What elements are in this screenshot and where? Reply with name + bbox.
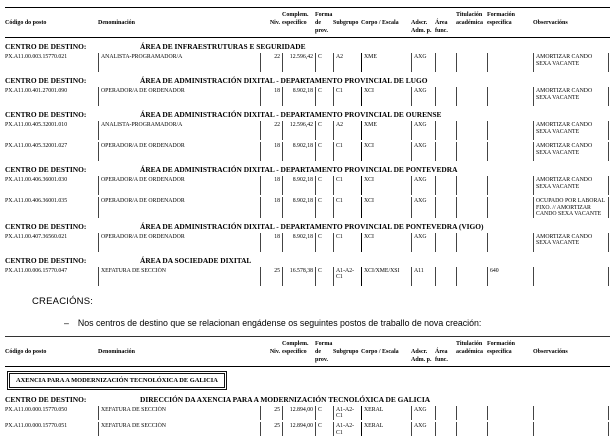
cell-denominacion: ANALISTA-PROGRAMADOR/A — [98, 121, 260, 140]
cell-niv: 18 — [260, 233, 282, 252]
centro-name: ÁREA DE ADMINISTRACIÓN DIXITAL - DEPARTAMENTO PROVINCIAL DE OURENSE — [140, 110, 442, 119]
table-row — [5, 121, 610, 140]
cell-adscr: AXG — [411, 53, 435, 72]
table-row — [5, 176, 610, 195]
centro-name: ÁREA DE INFRAESTRUTURAS E SEGURIDADE — [140, 42, 306, 51]
cell-titulacion — [456, 267, 487, 286]
cell-adscr: AXG — [411, 87, 435, 106]
centro-name: ÁREA DE ADMINISTRACIÓN DIXITAL - DEPARTAMENTO PROVINCIAL DE LUGO — [140, 76, 428, 85]
cell-complem: 12.894,00 — [282, 422, 315, 436]
cell-area-func — [435, 87, 456, 106]
cell-observacions — [533, 406, 609, 420]
cell-titulacion — [456, 422, 487, 436]
cell-subgrupo: A1-A2-C1 — [333, 406, 361, 420]
cell-subgrupo: A2 — [333, 53, 361, 72]
cell-formacion — [487, 87, 533, 106]
cell-denominacion: OPERADOR/A DE ORDENADOR — [98, 197, 260, 218]
table-row — [5, 406, 610, 420]
header-codigo: Código do posto — [5, 20, 47, 26]
centro-name: ÁREA DE ADMINISTRACIÓN DIXITAL - DEPARTAMENTO PROVINCIAL DE PONTEVEDRA (VIGO) — [140, 221, 484, 231]
cell-corpo: XCI — [361, 176, 411, 195]
cell-formacion — [487, 422, 533, 436]
cell-area-func — [435, 406, 456, 420]
cell-codigo: PX.A11.00.000.15770.051 — [5, 422, 68, 429]
cell-observacions — [533, 267, 609, 286]
cell-forma: C — [315, 87, 333, 106]
cell-denominacion: OPERADOR/A DE ORDENADOR — [98, 142, 260, 161]
centro-label: CENTRO DE DESTINO: — [5, 255, 87, 265]
cell-forma: C — [315, 197, 333, 218]
cell-denominacion: ANALISTA-PROGRAMADOR/A — [98, 53, 260, 72]
header-corpo: Corpo / Escala — [361, 348, 399, 355]
header-forma: Forma de prov. — [315, 12, 333, 34]
cell-complem: 12.894,00 — [282, 406, 315, 420]
cell-subgrupo: C1 — [333, 176, 361, 195]
table-row — [5, 422, 610, 436]
header-adscr: Adscr. Adm. p. — [411, 20, 432, 34]
centro-label: CENTRO DE DESTINO: — [5, 76, 87, 85]
cell-forma: C — [315, 406, 333, 420]
top-rule — [5, 7, 610, 8]
agency-title-box: AXENCIA PARA A MODERNIZACIÓN TECNOLÓXICA DE GALICIA — [9, 373, 225, 388]
cell-formacion: 640 — [487, 267, 533, 286]
centro-destino — [5, 110, 610, 119]
cell-niv: 25 — [260, 422, 282, 436]
header-observacions: Observacións — [533, 20, 568, 26]
cell-observacions: AMORTIZAR CANDO SEXA VACANTE — [533, 233, 609, 252]
centro-destino — [5, 395, 610, 404]
cell-corpo: XCI — [361, 142, 411, 161]
cell-codigo: PX.A11.00.003.15770.021 — [5, 54, 68, 60]
header-niv: Niv. — [269, 20, 280, 26]
creacions-block — [32, 296, 610, 328]
cell-forma: C — [315, 233, 333, 252]
cell-niv: 18 — [260, 176, 282, 195]
centro-name: ÁREA DE ADMINISTRACIÓN DIXITAL - DEPARTAMENTO PROVINCIAL DE PONTEVEDRA — [140, 165, 458, 174]
table-row — [5, 142, 610, 161]
cell-formacion — [487, 197, 533, 218]
bullet-text: Nos centros de destino que se relacionan engádense os seguintes postos de traballo de nova creación: — [77, 317, 482, 328]
cell-niv: 18 — [260, 87, 282, 106]
table-row — [5, 197, 610, 218]
cell-observacions — [533, 422, 609, 436]
cell-area-func — [435, 267, 456, 286]
cell-adscr: AXG — [411, 197, 435, 218]
cell-titulacion — [456, 406, 487, 420]
cell-adscr: AXG — [411, 142, 435, 161]
header-niv: Niv. — [269, 348, 280, 355]
centro-destino — [5, 165, 610, 174]
cell-codigo: PX.A11.00.006.15770.047 — [5, 267, 68, 274]
header-area-func: Área func. — [435, 20, 448, 34]
cell-area-func — [435, 422, 456, 436]
cell-complem: 8.902,18 — [282, 142, 315, 161]
header-denominacion: Denominación — [98, 348, 136, 355]
cell-corpo: XERAL — [361, 406, 411, 420]
cell-corpo: XERAL — [361, 422, 411, 436]
cell-codigo: PX.A11.00.405.32001.027 — [5, 143, 68, 149]
table-row — [5, 87, 610, 106]
cell-area-func — [435, 233, 456, 252]
cell-observacions: AMORTIZAR CANDO SEXA VACANTE — [533, 53, 609, 72]
centro-label: CENTRO DE DESTINO: — [5, 42, 87, 51]
cell-complem: 8.902,18 — [282, 87, 315, 106]
header-corpo: Corpo / Escala — [361, 20, 399, 26]
creacions-bullet — [64, 318, 610, 328]
bullet-dash: – — [64, 317, 69, 328]
table-row — [5, 53, 610, 72]
cell-corpo: XME — [361, 121, 411, 140]
cell-subgrupo: A2 — [333, 121, 361, 140]
header-formacion: Formación específica — [487, 340, 515, 355]
cell-denominacion: XEFATURA DE SECCIÓN — [98, 267, 260, 286]
cell-denominacion: XEFATURA DE SECCIÓN — [98, 422, 260, 436]
header-complem: Complem. específico — [282, 12, 309, 26]
cell-codigo: PX.A11.00.406.36001.035 — [5, 198, 68, 204]
cell-denominacion: XEFATURA DE SECCIÓN — [98, 406, 260, 420]
cell-subgrupo: A1-A2-C1 — [333, 267, 361, 286]
cell-codigo: PX.A11.00.405.32001.010 — [5, 122, 68, 128]
cell-titulacion — [456, 176, 487, 195]
cell-complem: 12.596,42 — [282, 121, 315, 140]
cell-observacions: OCUPADO POR LABORAL FIXO. // AMORTIZAR CANDO SEXA VACANTE — [533, 197, 609, 218]
cell-adscr: AXG — [411, 422, 435, 436]
cell-niv: 18 — [260, 197, 282, 218]
cell-denominacion: OPERADOR/A DE ORDENADOR — [98, 176, 260, 195]
cell-formacion — [487, 233, 533, 252]
cell-subgrupo: C1 — [333, 87, 361, 106]
cell-corpo: XCI/XME/XSI — [361, 267, 411, 286]
centro-destino — [5, 76, 610, 85]
cell-complem: 16.578,38 — [282, 267, 315, 286]
cell-subgrupo: C1 — [333, 142, 361, 161]
cell-area-func — [435, 176, 456, 195]
cell-observacions: AMORTIZAR CANDO SEXA VACANTE — [533, 142, 609, 161]
cell-denominacion: OPERADOR/A DE ORDENADOR — [98, 233, 260, 252]
header-observacions: Observacións — [533, 348, 568, 355]
header-area-func: Área func. — [435, 348, 448, 363]
header-codigo: Código do posto — [5, 348, 47, 355]
cell-titulacion — [456, 197, 487, 218]
cell-subgrupo: C1 — [333, 197, 361, 218]
cell-denominacion: OPERADOR/A DE ORDENADOR — [98, 87, 260, 106]
header-denominacion: Denominación — [98, 20, 136, 26]
header-titulacion: Titulación académica — [456, 12, 483, 26]
cell-titulacion — [456, 233, 487, 252]
cell-area-func — [435, 121, 456, 140]
cell-observacions: AMORTIZAR CANDO SEXA VACANTE — [533, 87, 609, 106]
header-formacion: Formación específica — [487, 12, 515, 26]
header-complem: Complem. específico — [282, 340, 309, 355]
header-rule — [5, 37, 610, 38]
cell-adscr: AXG — [411, 121, 435, 140]
cell-adscr: AXG — [411, 233, 435, 252]
cell-forma: C — [315, 142, 333, 161]
cell-corpo: XCI — [361, 197, 411, 218]
centro-destino — [5, 256, 610, 265]
header-subgrupo: Subgrupo — [333, 20, 359, 26]
cell-forma: C — [315, 53, 333, 72]
cell-observacions: AMORTIZAR CANDO SEXA VACANTE — [533, 121, 609, 140]
cell-adscr: A11 — [411, 267, 435, 286]
cell-adscr: AXG — [411, 176, 435, 195]
cell-niv: 22 — [260, 53, 282, 72]
cell-area-func — [435, 197, 456, 218]
cell-subgrupo: C1 — [333, 233, 361, 252]
header-subgrupo: Subgrupo — [333, 348, 359, 355]
cell-subgrupo: A1-A2-C1 — [333, 422, 361, 436]
cell-formacion — [487, 176, 533, 195]
centro-label: CENTRO DE DESTINO: — [5, 165, 87, 174]
creacions-title: CREACIÓNS: — [32, 295, 94, 307]
cell-titulacion — [456, 87, 487, 106]
cell-adscr: AXG — [411, 406, 435, 420]
cell-codigo: PX.A11.00.000.15770.050 — [5, 406, 68, 413]
cell-observacions: AMORTIZAR CANDO SEXA VACANTE — [533, 176, 609, 195]
cell-corpo: XCI — [361, 233, 411, 252]
centro-name: DIRECCIÓN DA AXENCIA PARA A MODERNIZACIÓN TECNOLÓXICA DE GALICIA — [140, 394, 431, 404]
cell-niv: 18 — [260, 142, 282, 161]
table-row — [5, 233, 610, 252]
centro-name: ÁREA DA SOCIEDADE DIXITAL — [140, 255, 252, 265]
cell-corpo: XME — [361, 53, 411, 72]
table-row — [5, 267, 610, 286]
cell-niv: 22 — [260, 121, 282, 140]
centro-label: CENTRO DE DESTINO: — [5, 221, 87, 231]
header-titulacion: Titulación académica — [456, 340, 483, 355]
centro-label: CENTRO DE DESTINO: — [5, 110, 87, 119]
cell-formacion — [487, 406, 533, 420]
header-adscr: Adscr. Adm. p. — [411, 348, 432, 363]
cell-complem: 8.902,18 — [282, 233, 315, 252]
header-forma: Forma de prov. — [315, 340, 333, 363]
cell-codigo: PX.A11.00.407.36560.021 — [5, 233, 68, 240]
cell-complem: 8.902,18 — [282, 197, 315, 218]
table2-top-rule — [5, 336, 610, 337]
cell-forma: C — [315, 267, 333, 286]
cell-codigo: PX.A11.00.401.27001.090 — [5, 88, 68, 94]
cell-complem: 12.596,42 — [282, 53, 315, 72]
cell-formacion — [487, 142, 533, 161]
cell-area-func — [435, 142, 456, 161]
cell-formacion — [487, 53, 533, 72]
table-header — [5, 11, 610, 35]
table-header — [5, 340, 610, 364]
centro-destino — [5, 222, 610, 231]
cell-corpo: XCI — [361, 87, 411, 106]
cell-forma: C — [315, 121, 333, 140]
cell-complem: 8.902,18 — [282, 176, 315, 195]
centro-label: CENTRO DE DESTINO: — [5, 394, 87, 404]
cell-area-func — [435, 53, 456, 72]
cell-codigo: PX.A11.00.406.36001.030 — [5, 177, 68, 183]
cell-formacion — [487, 121, 533, 140]
cell-titulacion — [456, 121, 487, 140]
cell-titulacion — [456, 142, 487, 161]
cell-niv: 25 — [260, 267, 282, 286]
centro-destino — [5, 42, 610, 51]
cell-niv: 25 — [260, 406, 282, 420]
cell-forma: C — [315, 176, 333, 195]
cell-forma: C — [315, 422, 333, 436]
cell-titulacion — [456, 53, 487, 72]
